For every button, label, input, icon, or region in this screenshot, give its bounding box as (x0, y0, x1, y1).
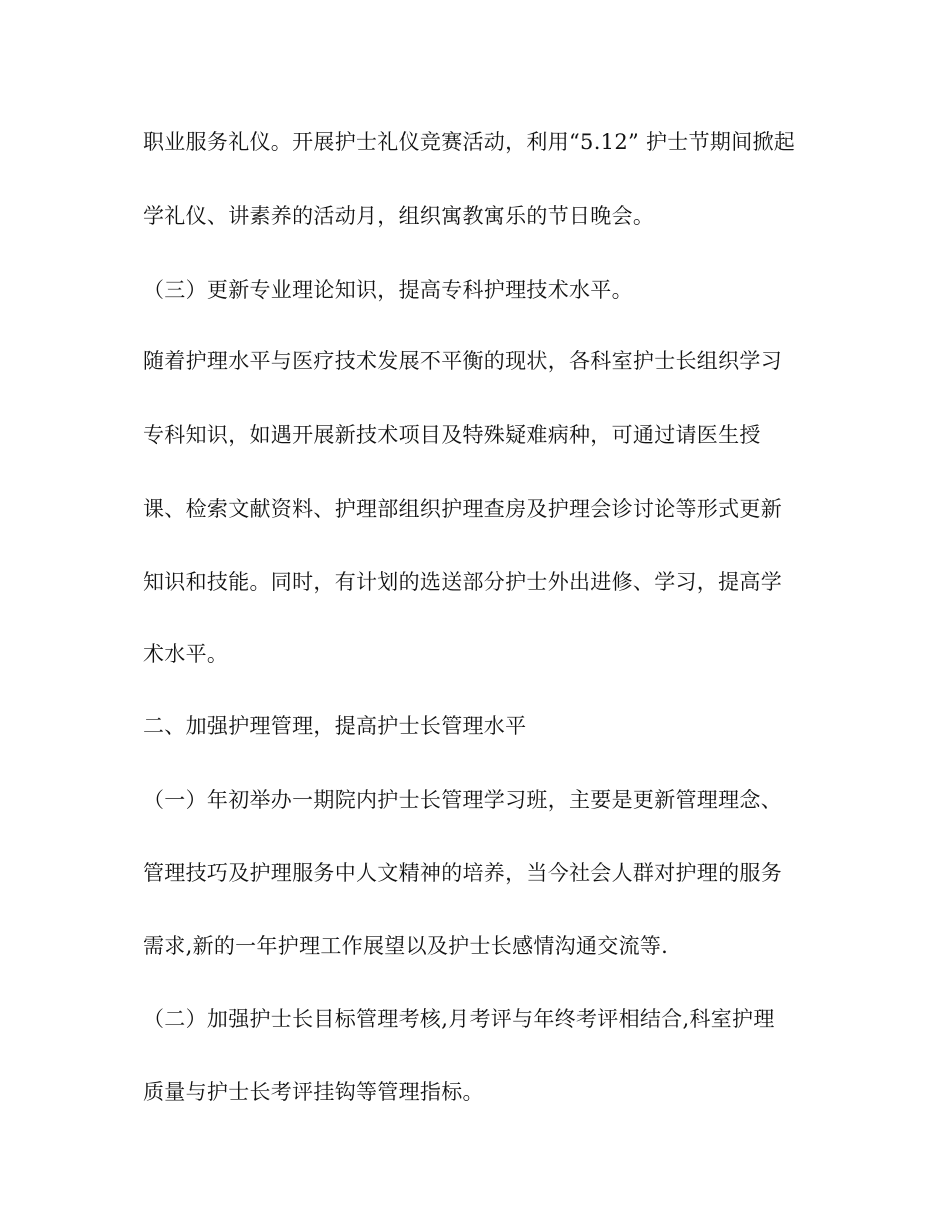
subsection-heading-1: （一）年初举办一期院内护士长管理学习班，主要是更新管理理念、 (143, 788, 782, 812)
text-line-4: 随着护理水平与医疗技术发展不平衡的现状，各科室护士长组织学习 (143, 349, 782, 373)
text-line-14: 质量与护士长考评挂钩等管理指标。 (143, 1080, 484, 1104)
text-line-7: 知识和技能。同时，有计划的选送部分护士外出进修、学习，提高学 (143, 570, 782, 594)
subsection-heading-2: （二）加强护士长目标管理考核,月考评与年终考评相结合,科室护理 (143, 1007, 775, 1031)
section-heading-2: 二、加强护理管理，提高护士长管理水平 (143, 714, 527, 738)
text-line-12: 需求,新的一年护理工作展望以及护士长感情沟通交流等. (143, 934, 669, 958)
section-heading-3: （三）更新专业理论知识，提高专科护理技术水平。 (143, 278, 633, 302)
text-line-8: 术水平。 (143, 642, 229, 666)
text-line-6: 课、检索文献资料、护理部组织护理查房及护理会诊讨论等形式更新 (143, 497, 782, 521)
text-line-11: 管理技巧及护理服务中人文精神的培养，当今社会人群对护理的服务 (143, 861, 782, 885)
text-line-5: 专科知识，如遇开展新技术项目及特殊疑难病种，可通过请医生授 (143, 423, 761, 447)
text-line-2: 学礼仪、讲素养的活动月，组织寓教寓乐的节日晚会。 (143, 204, 655, 228)
text-line-1: 职业服务礼仪。开展护士礼仪竞赛活动，利用“5.12” 护士节期间掀起 (143, 130, 796, 154)
